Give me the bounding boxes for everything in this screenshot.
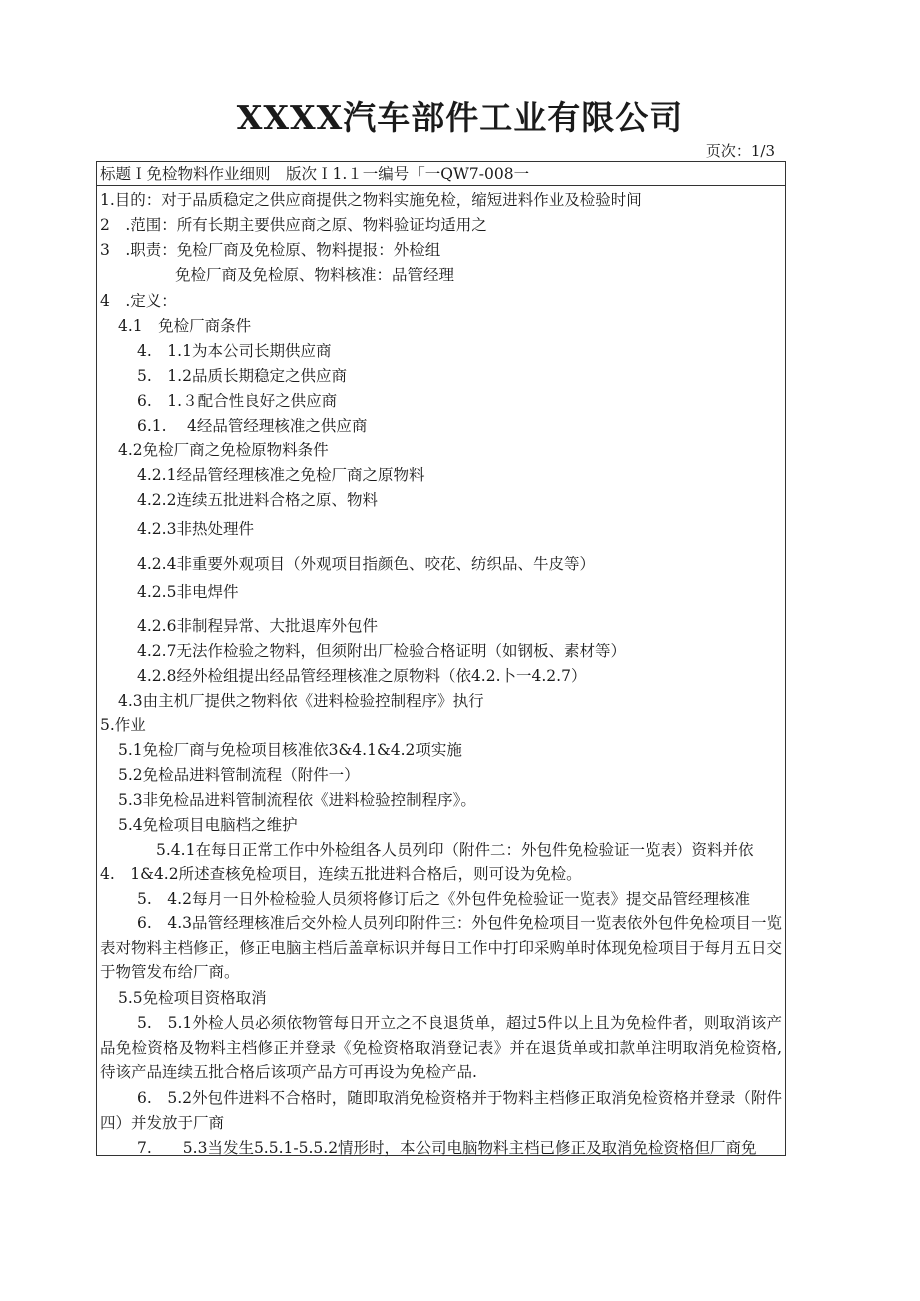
responsibility-line-2: 免检厂商及免检原、物料核准：品管经理 [175,266,455,284]
scope-line: 2 .范围：所有长期主要供应商之原、物料验证均适用之 [100,216,487,234]
page-number: 页次：1/3 [705,142,775,160]
item-4-2-2: 4.2.2连续五批进料合格之原、物料 [137,491,378,509]
item-5-5-3: 7. 5.3当发生5.5.1-5.5.2情形时，本公司电脑物料主档已修正及取消免检资格但厂商免 [137,1139,757,1157]
item-4-2-7: 4.2.7无法作检验之物料，但须附出厂检验合格证明（如钢板、素材等） [137,642,626,660]
definition-heading: 4 .定义： [100,292,177,310]
item-5-5-2: 6. 5.2外包件进料不合格时，随即取消免检资格并于物料主档修正取消免检资格并登录（附件四）并发放于厂商 [100,1089,782,1132]
item-4-2-1: 4.2.1经品管经理核准之免检厂商之原物料 [137,466,425,484]
item-5-4-1: 5.4.1在每日正常工作中外检组各人员列印（附件二：外包件免检验证一览表）资料并依 [156,841,754,859]
item-4-1-1: 4. 1.1为本公司长期供应商 [137,342,332,360]
item-5-4-3: 6. 4.3品管经理核准后交外检人员列印附件三：外包件免检项目一览表依外包件免检项目一览表对物料主档修正，修正电脑主档后盖章标识并每日工作中打印采购单时体现免检项目于每月五日交于物管发布给厂商。 [100,914,783,981]
item-4-2-6: 4.2.6非制程异常、大批退库外包件 [137,617,378,635]
document-header-row: 标题Ｉ免检物料作业细则 版次Ｉ1.１一编号「一QW7-008一 [97,162,785,186]
item-4-2-4: 4.2.4非重要外观项目（外观项目指颜色、咬花、纺织品、牛皮等） [137,555,595,573]
item-5-4-2: 5. 4.2每月一日外检检验人员须将修订后之《外包件免检验证一览表》提交品管经理核准 [137,890,750,908]
document-body [96,161,786,1156]
section-4-2: 4.2免检厂商之免检原物料条件 [118,441,329,459]
section-5-4: 5.4免检项目电脑档之维护 [118,816,298,834]
item-4-1-2: 5. 1.2品质长期稳定之供应商 [137,367,347,385]
item-5-5-1: 5. 5.1外检人员必须依物管每日开立之不良退货单，超过5件以上且为免检件者，则取消该产品免检资格及物料主档修正并登录《免检资格取消登记表》并在退货单或扣款单注明取消免检资格,待该产品连续五批合格后该项产品方可再设为免检产品. [100,1014,782,1081]
item-4-1-3: 6. 1.３配合性良好之供应商 [137,392,338,410]
section-5-5: 5.5免检项目资格取消 [118,989,267,1007]
section-5-3: 5.3非免检品进料管制流程依《进料检验控制程序》。 [118,791,476,809]
section-5-1: 5.1免检厂商与免检项目核准依3&4.1&4.2项实施 [118,741,462,759]
item-4-2-5: 4.2.5非电焊件 [137,583,239,601]
company-title: XXXX汽车部件工业有限公司 [236,98,684,137]
item-4-1-4: 6.1. 4经品管经理核准之供应商 [137,417,368,435]
section-4-3: 4.3由主机厂提供之物料依《进料检验控制程序》执行 [118,692,484,710]
item-4-2-8: 4.2.8经外检组提出经品管经理核准之原物料（依4.2.卜一4.2.7） [137,667,587,685]
section-4-1: 4.1 免检厂商条件 [118,317,252,335]
responsibility-line-1: 3 .职责：免检厂商及免检原、物料提报：外检组 [100,241,441,259]
purpose-line: 1.目的：对于品质稳定之供应商提供之物料实施免检，缩短进料作业及检验时间 [100,191,642,209]
section-5-2: 5.2免检品进料管制流程（附件一） [118,766,360,784]
operation-heading: 5.作业 [100,716,146,734]
item-4-2-3: 4.2.3非热处理件 [137,520,254,538]
item-5-4-1-continued: 4. 1&4.2所述查核免检项目，连续五批进料合格后，则可设为免检。 [100,865,582,883]
